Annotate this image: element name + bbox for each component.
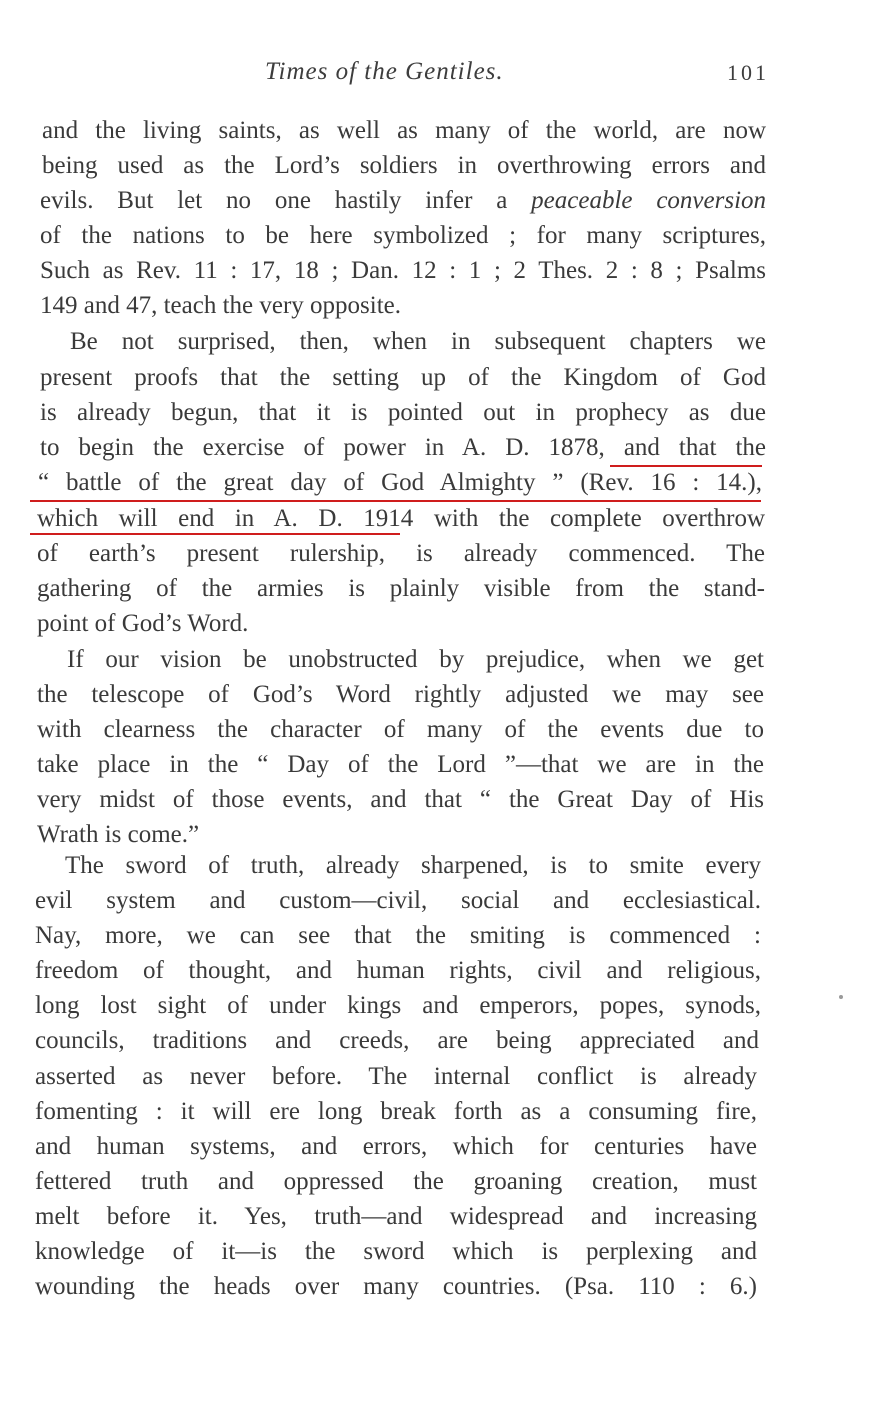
text-line: 149 and 47, teach the very opposite.	[40, 292, 402, 319]
text-line: and the living saints, as well as many of the world, are now	[42, 117, 766, 144]
text-line: evil system and custom—civil, social and ecclesiastical.	[35, 887, 761, 914]
text-line: freedom of thought, and human rights, civil and religious,	[35, 957, 761, 984]
text-line: Be not surprised, then, when in subsequent chapters we	[70, 328, 766, 355]
page-number: 101	[727, 60, 769, 85]
text-line: very midst of those events, and that “ the Great Day of His	[37, 786, 764, 813]
red-underline-mark	[30, 533, 400, 535]
italic-emphasis: peaceable conversion	[531, 187, 767, 214]
text-line: of earth’s present rulership, is already commenced. The	[37, 540, 765, 567]
page-header	[0, 58, 870, 92]
text-line: present proofs that the setting up of the Kingdom of God	[40, 364, 766, 391]
text-line: of the nations to be here symbolized ; for many scriptures,	[40, 222, 766, 249]
text-line: with clearness the character of many of the events due to	[37, 716, 764, 743]
text-line: which will end in A. D. 1914 with the complete overthrow	[37, 505, 765, 532]
text-line: fomenting : it will ere long break forth as a consuming fire,	[35, 1098, 757, 1125]
text-line: and human systems, and errors, which for centuries have	[35, 1133, 757, 1160]
text-line: to begin the exercise of power in A. D. 1878, and that the	[40, 434, 766, 461]
text-line: “ battle of the great day of God Almighty ” (Rev. 16 : 14.),	[38, 469, 762, 496]
text-line: asserted as never before. The internal conflict is already	[35, 1063, 757, 1090]
red-underline-mark	[30, 500, 761, 502]
running-head: Times of the Gentiles.	[265, 58, 504, 85]
text-line: knowledge of it—is the sword which is perplexing and	[35, 1238, 757, 1265]
text-line: is already begun, that it is pointed out in prophecy as due	[40, 399, 766, 426]
text-line: fettered truth and oppressed the groaning creation, must	[35, 1168, 757, 1195]
text-line: councils, traditions and creeds, are being appreciated and	[35, 1027, 759, 1054]
text-line: Such as Rev. 11 : 17, 18 ; Dan. 12 : 1 ; 2 Thes. 2 : 8 ; Psalms	[40, 257, 766, 284]
red-underline-mark	[610, 465, 762, 467]
page-smudge	[839, 995, 843, 999]
text-line: The sword of truth, already sharpened, is to smite every	[65, 852, 761, 879]
text-line: Wrath is come.”	[37, 821, 200, 848]
text-line: wounding the heads over many countries. (Psa. 110 : 6.)	[35, 1273, 757, 1300]
text-line: gathering of the armies is plainly visible from the stand-	[37, 575, 765, 602]
text-line: point of God’s Word.	[37, 610, 249, 637]
text-fragment: evils. But let no one hastily infer a	[40, 187, 508, 214]
text-line	[40, 186, 766, 216]
text-line: the telescope of God’s Word rightly adjusted we may see	[37, 681, 764, 708]
text-line: being used as the Lord’s soldiers in overthrowing errors and	[42, 152, 766, 179]
text-line: Nay, more, we can see that the smiting is commenced :	[35, 922, 761, 949]
text-line: melt before it. Yes, truth—and widespread and increasing	[35, 1203, 757, 1230]
text-line: long lost sight of under kings and emperors, popes, synods,	[35, 992, 761, 1019]
text-line: If our vision be unobstructed by prejudice, when we get	[67, 646, 764, 673]
text-line: take place in the “ Day of the Lord ”—that we are in the	[37, 751, 764, 778]
